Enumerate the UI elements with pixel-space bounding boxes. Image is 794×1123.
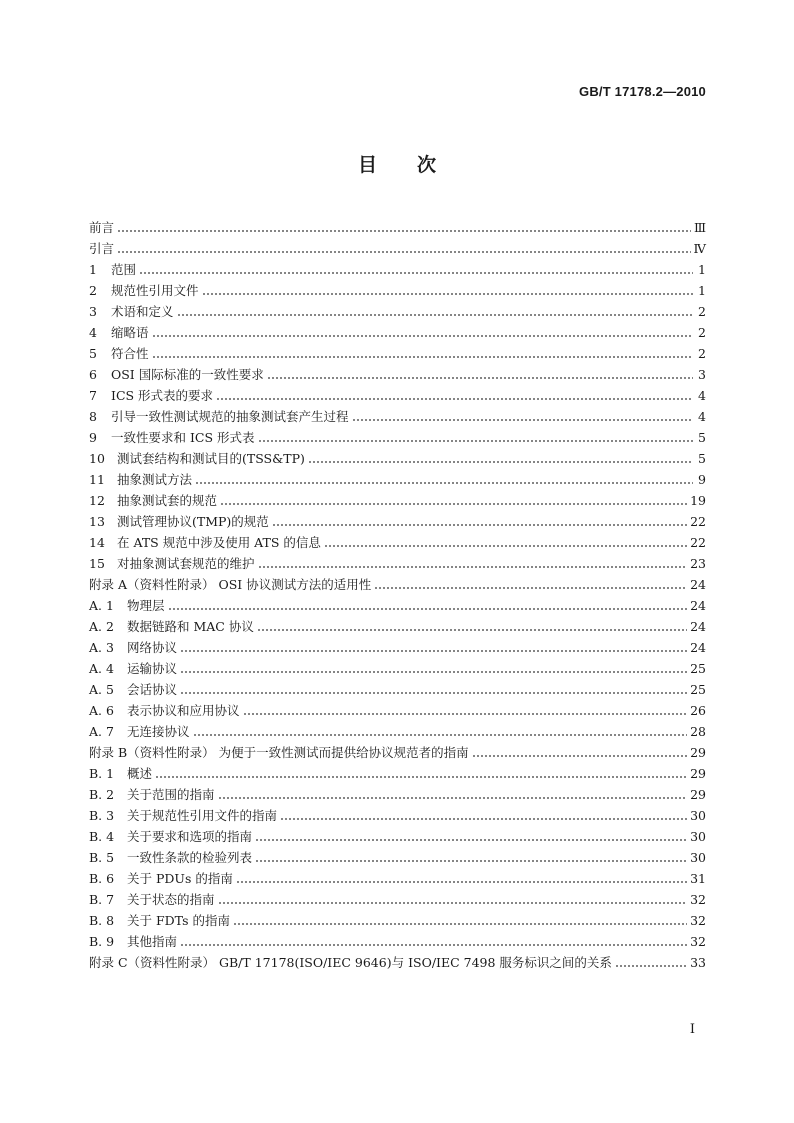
toc-entry-page-number: 1 bbox=[698, 262, 706, 277]
dot-leader bbox=[267, 372, 693, 380]
toc-entry-page-number: 28 bbox=[690, 724, 706, 739]
toc-entry-title: 数据链路和 MAC 协议 bbox=[127, 619, 254, 634]
toc-entry-title: 无连接协议 bbox=[127, 724, 190, 739]
dot-leader bbox=[233, 918, 687, 926]
toc-entry[interactable] bbox=[89, 280, 706, 301]
toc-entry-page-number: 2 bbox=[698, 304, 706, 319]
toc-entry-number: 4 bbox=[89, 325, 97, 340]
toc-entry-title: 缩略语 bbox=[111, 325, 149, 340]
toc-entry-page-number: 24 bbox=[690, 598, 706, 613]
toc-entry-number: A. 3 bbox=[89, 640, 114, 655]
toc-entry-page-number: Ⅳ bbox=[693, 241, 706, 256]
toc-entry[interactable] bbox=[89, 700, 706, 721]
dot-leader bbox=[155, 771, 687, 779]
toc-entry-title: 网络协议 bbox=[127, 640, 178, 655]
dot-leader bbox=[280, 813, 687, 821]
dot-leader bbox=[195, 477, 693, 485]
toc-entry[interactable] bbox=[89, 574, 706, 595]
toc-entry-number: A. 6 bbox=[89, 703, 114, 718]
toc-entry-page-number: 5 bbox=[698, 430, 706, 445]
toc-entry-title: 引导一致性测试规范的抽象测试套产生过程 bbox=[111, 409, 349, 424]
dot-leader bbox=[180, 939, 687, 947]
toc-entry[interactable] bbox=[89, 238, 706, 259]
toc-entry[interactable] bbox=[89, 847, 706, 868]
toc-entry-page-number: 22 bbox=[690, 514, 706, 529]
toc-entry[interactable] bbox=[89, 511, 706, 532]
toc-entry-page-number: 24 bbox=[690, 640, 706, 655]
toc-entry-page-number: 2 bbox=[698, 325, 706, 340]
dot-leader bbox=[139, 267, 693, 275]
toc-entry-page-number: 24 bbox=[690, 619, 706, 634]
toc-entry-title: 附录 C（资料性附录） GB/T 17178(ISO/IEC 9646)与 ISO/IEC 7498 服务标识之间的关系 bbox=[89, 955, 612, 970]
toc-entry-page-number: 30 bbox=[690, 829, 706, 844]
toc-entry-page-number: 33 bbox=[690, 955, 706, 970]
toc-entry-number: 5 bbox=[89, 346, 97, 361]
dot-leader bbox=[324, 540, 687, 548]
toc-entry[interactable] bbox=[89, 553, 706, 574]
dot-leader bbox=[236, 876, 687, 884]
toc-entry-title: 符合性 bbox=[111, 346, 149, 361]
toc-entry[interactable] bbox=[89, 490, 706, 511]
toc-entry-title: 其他指南 bbox=[127, 934, 178, 949]
toc-entry-number: 2 bbox=[89, 283, 97, 298]
toc-entry-number: 6 bbox=[89, 367, 97, 382]
dot-leader bbox=[352, 414, 693, 422]
page-title: 目次 bbox=[357, 154, 476, 176]
toc-entry-number: B. 3 bbox=[89, 808, 115, 823]
toc-entry-page-number: 32 bbox=[690, 913, 706, 928]
toc-entry-page-number: 30 bbox=[690, 808, 706, 823]
dot-leader bbox=[257, 624, 687, 632]
toc-entry[interactable] bbox=[89, 448, 706, 469]
toc-entry-title: 范围 bbox=[111, 262, 137, 277]
toc-entry-number: 12 bbox=[89, 493, 105, 508]
dot-leader bbox=[152, 351, 693, 359]
toc-entry-page-number: 9 bbox=[698, 472, 706, 487]
toc-entry[interactable] bbox=[89, 805, 706, 826]
toc-entry-page-number: 26 bbox=[690, 703, 706, 718]
toc-entry[interactable] bbox=[89, 301, 706, 322]
toc-entry[interactable] bbox=[89, 427, 706, 448]
dot-leader bbox=[152, 330, 693, 338]
toc-entry-number: A. 7 bbox=[89, 724, 114, 739]
toc-entry-title: 关于范围的指南 bbox=[127, 787, 215, 802]
toc-entry-number: A. 4 bbox=[89, 661, 114, 676]
toc-entry[interactable] bbox=[89, 469, 706, 490]
toc-entry[interactable] bbox=[89, 322, 706, 343]
toc-entry-number: 11 bbox=[89, 472, 105, 487]
toc-entry-number: A. 1 bbox=[89, 598, 114, 613]
toc-entry[interactable] bbox=[89, 385, 706, 406]
toc-entry-number: B. 5 bbox=[89, 850, 115, 865]
toc-entry-page-number: 32 bbox=[690, 934, 706, 949]
toc-entry-title: OSI 国际标准的一致性要求 bbox=[111, 367, 264, 382]
toc-entry-page-number: 5 bbox=[698, 451, 706, 466]
dot-leader bbox=[180, 645, 687, 653]
toc-entry-page-number: 1 bbox=[698, 283, 706, 298]
toc-entry-page-number: 31 bbox=[690, 871, 706, 886]
toc-entry-page-number: 22 bbox=[690, 535, 706, 550]
toc-entry-title: 术语和定义 bbox=[111, 304, 174, 319]
dot-leader bbox=[472, 750, 687, 758]
toc-entry[interactable] bbox=[89, 910, 706, 931]
toc-entry-title: 规范性引用文件 bbox=[111, 283, 199, 298]
table-of-contents bbox=[89, 217, 706, 973]
toc-entry-number: 13 bbox=[89, 514, 105, 529]
standard-code: GB/T 17178.2—2010 bbox=[579, 84, 706, 99]
dot-leader bbox=[117, 246, 690, 254]
toc-entry-number: A. 5 bbox=[89, 682, 114, 697]
toc-entry-page-number: 25 bbox=[690, 682, 706, 697]
toc-entry-page-number: 30 bbox=[690, 850, 706, 865]
toc-entry-title: 物理层 bbox=[127, 598, 165, 613]
toc-entry-title: 附录 B（资料性附录） 为便于一致性测试而提供给协议规范者的指南 bbox=[89, 745, 469, 760]
toc-entry-page-number: 2 bbox=[698, 346, 706, 361]
dot-leader bbox=[193, 729, 688, 737]
toc-entry-number: B. 7 bbox=[89, 892, 115, 907]
toc-entry-page-number: 4 bbox=[698, 388, 706, 403]
toc-entry[interactable] bbox=[89, 364, 706, 385]
toc-entry-number: B. 9 bbox=[89, 934, 115, 949]
toc-entry-number: 9 bbox=[89, 430, 97, 445]
toc-entry-number: A. 2 bbox=[89, 619, 114, 634]
toc-entry-number: B. 4 bbox=[89, 829, 115, 844]
toc-entry[interactable] bbox=[89, 742, 706, 763]
toc-entry-title: 测试套结构和测试目的(TSS&TP) bbox=[117, 451, 305, 466]
toc-entry-title: 测试管理协议(TMP)的规范 bbox=[117, 514, 269, 529]
toc-entry[interactable] bbox=[89, 217, 706, 238]
toc-entry-title: 关于 PDUs 的指南 bbox=[127, 871, 233, 886]
dot-leader bbox=[202, 288, 693, 296]
toc-entry[interactable] bbox=[89, 763, 706, 784]
dot-leader bbox=[220, 498, 687, 506]
toc-entry[interactable] bbox=[89, 868, 706, 889]
dot-leader bbox=[255, 834, 687, 842]
toc-entry[interactable] bbox=[89, 343, 706, 364]
toc-entry-number: B. 2 bbox=[89, 787, 115, 802]
dot-leader bbox=[258, 435, 693, 443]
toc-entry[interactable] bbox=[89, 784, 706, 805]
toc-entry-title: 抽象测试方法 bbox=[117, 472, 193, 487]
toc-entry-title: 表示协议和应用协议 bbox=[127, 703, 240, 718]
page-folio: Ⅰ bbox=[689, 1022, 695, 1037]
toc-entry[interactable] bbox=[89, 616, 706, 637]
toc-entry-page-number: 4 bbox=[698, 409, 706, 424]
dot-leader bbox=[255, 855, 687, 863]
toc-entry[interactable] bbox=[89, 679, 706, 700]
toc-entry-page-number: 32 bbox=[690, 892, 706, 907]
toc-entry[interactable] bbox=[89, 721, 706, 742]
toc-entry-number: B. 1 bbox=[89, 766, 115, 781]
toc-entry[interactable] bbox=[89, 595, 706, 616]
toc-entry-title: 附录 A（资料性附录） OSI 协议测试方法的适用性 bbox=[89, 577, 372, 592]
toc-entry-number: 3 bbox=[89, 304, 97, 319]
toc-entry[interactable] bbox=[89, 637, 706, 658]
toc-entry[interactable] bbox=[89, 826, 706, 847]
toc-entry-number: B. 6 bbox=[89, 871, 115, 886]
dot-leader bbox=[243, 708, 688, 716]
toc-entry-number: 14 bbox=[89, 535, 105, 550]
dot-leader bbox=[168, 603, 688, 611]
toc-entry-page-number: 23 bbox=[690, 556, 706, 571]
toc-entry-number: 15 bbox=[89, 556, 105, 571]
dot-leader bbox=[258, 561, 688, 569]
toc-entry-title: 概述 bbox=[127, 766, 153, 781]
toc-entry-page-number: 19 bbox=[690, 493, 706, 508]
toc-entry-title: 关于规范性引用文件的指南 bbox=[127, 808, 278, 823]
toc-entry[interactable] bbox=[89, 931, 706, 952]
dot-leader bbox=[218, 897, 688, 905]
toc-entry-number: 1 bbox=[89, 262, 97, 277]
toc-entry-title: 关于 FDTs 的指南 bbox=[127, 913, 230, 928]
toc-entry[interactable] bbox=[89, 259, 706, 280]
dot-leader bbox=[216, 393, 693, 401]
toc-entry-number: 7 bbox=[89, 388, 97, 403]
toc-entry-number: 8 bbox=[89, 409, 97, 424]
toc-entry-title: 会话协议 bbox=[127, 682, 178, 697]
dot-leader bbox=[615, 960, 687, 968]
toc-entry[interactable] bbox=[89, 406, 706, 427]
toc-entry-title: 一致性条款的检验列表 bbox=[127, 850, 253, 865]
dot-leader bbox=[272, 519, 687, 527]
toc-entry-title: 在 ATS 规范中涉及使用 ATS 的信息 bbox=[117, 535, 321, 550]
toc-entry[interactable] bbox=[89, 658, 706, 679]
dot-leader bbox=[180, 666, 687, 674]
dot-leader bbox=[117, 225, 691, 233]
toc-entry[interactable] bbox=[89, 889, 706, 910]
toc-entry-title: 关于状态的指南 bbox=[127, 892, 215, 907]
dot-leader bbox=[177, 309, 693, 317]
toc-entry-page-number: 29 bbox=[690, 745, 706, 760]
toc-entry-page-number: 29 bbox=[690, 766, 706, 781]
dot-leader bbox=[308, 456, 693, 464]
dot-leader bbox=[218, 792, 688, 800]
toc-entry-title: 一致性要求和 ICS 形式表 bbox=[111, 430, 255, 445]
toc-entry-title: 引言 bbox=[89, 241, 115, 256]
toc-entry[interactable] bbox=[89, 952, 706, 973]
dot-leader bbox=[180, 687, 687, 695]
toc-entry-number: B. 8 bbox=[89, 913, 115, 928]
toc-entry-title: 对抽象测试套规范的维护 bbox=[117, 556, 255, 571]
toc-entry-page-number: 24 bbox=[690, 577, 706, 592]
toc-entry-title: 抽象测试套的规范 bbox=[117, 493, 218, 508]
toc-entry-title: 运输协议 bbox=[127, 661, 178, 676]
toc-entry-title: 前言 bbox=[89, 220, 115, 235]
toc-entry-title: 关于要求和选项的指南 bbox=[127, 829, 253, 844]
toc-entry-page-number: Ⅲ bbox=[693, 220, 706, 235]
toc-entry-title: ICS 形式表的要求 bbox=[111, 388, 214, 403]
toc-entry-number: 10 bbox=[89, 451, 105, 466]
toc-entry-page-number: 29 bbox=[690, 787, 706, 802]
toc-entry-page-number: 25 bbox=[690, 661, 706, 676]
toc-entry-page-number: 3 bbox=[698, 367, 706, 382]
toc-entry[interactable] bbox=[89, 532, 706, 553]
dot-leader bbox=[374, 582, 687, 590]
